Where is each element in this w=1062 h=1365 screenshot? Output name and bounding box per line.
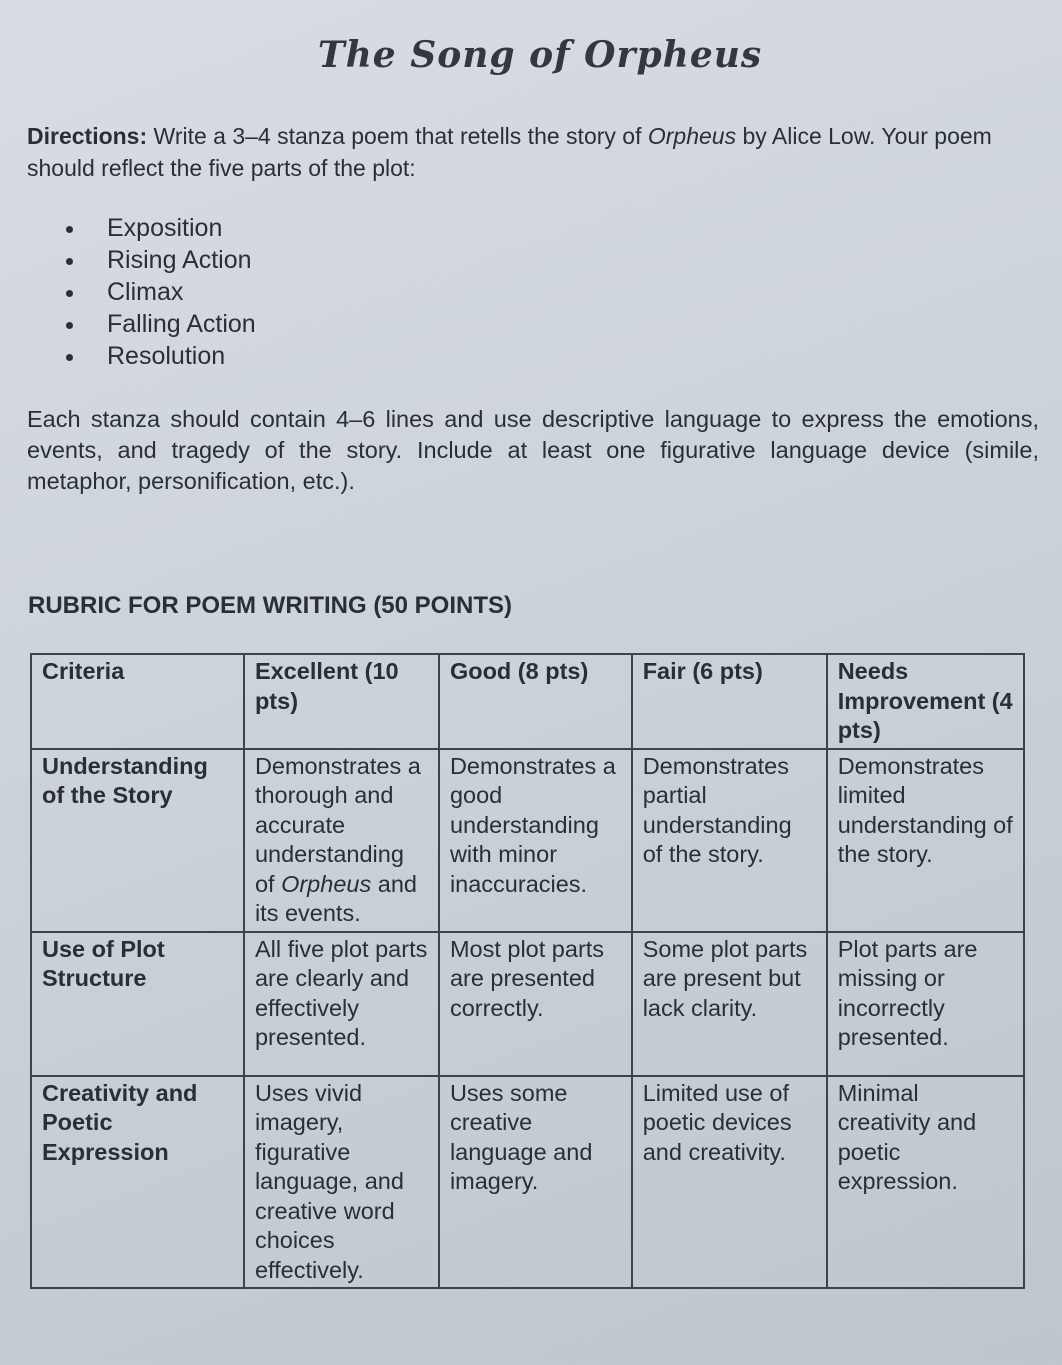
- table-header-row: [31, 654, 1024, 749]
- directions-work-title: Orpheus: [647, 123, 737, 149]
- column-header-needs-improvement: Needs Improvement (4 pts): [827, 654, 1024, 749]
- excellent-text-post: and its events.: [254, 870, 417, 926]
- stanza-instructions: Each stanza should contain 4–6 lines and use descriptive language to express the emotions, events, and tragedy of the story. Include at least one figurative language device (simile, metaphor, personification, etc.).: [27, 406, 1039, 494]
- directions-text-before: Write a 3–4 stanza poem that retells the story of: [147, 123, 648, 149]
- directions: [27, 120, 1047, 184]
- good-cell: Most plot parts are presented correctly.: [439, 932, 632, 1076]
- list-item: Climax: [62, 276, 256, 308]
- excellent-cell: [244, 749, 439, 932]
- page-title: The Song of Orpheus: [317, 34, 763, 76]
- column-header-criteria: Criteria: [31, 654, 244, 749]
- table-row: [31, 749, 1024, 932]
- needs-improvement-cell: Minimal creativity and poetic expression.: [827, 1076, 1024, 1289]
- criteria-cell: Use of Plot Structure: [31, 932, 244, 1076]
- column-header-fair: Fair (6 pts): [632, 654, 827, 749]
- directions-label: Directions:: [27, 123, 148, 149]
- excellent-text-pre: Demonstrates a thorough and accurate understanding of: [254, 752, 421, 897]
- criteria-cell: Understanding of the Story: [31, 749, 244, 932]
- excellent-cell: Uses vivid imagery, figurative language, and creative word choices effectively.: [244, 1076, 439, 1289]
- list-item: Exposition: [62, 212, 256, 244]
- criteria-cell: Creativity and Poetic Expression: [31, 1076, 244, 1289]
- needs-improvement-cell: Plot parts are missing or incorrectly presented.: [827, 932, 1024, 1076]
- table-row: [31, 932, 1024, 1076]
- column-header-excellent: Excellent (10 pts): [244, 654, 439, 749]
- column-header-good: Good (8 pts): [439, 654, 632, 749]
- good-cell: Demonstrates a good understanding with minor inaccuracies.: [439, 749, 632, 932]
- list-item: Falling Action: [62, 308, 256, 340]
- rubric-heading: RUBRIC FOR POEM WRITING (50 POINTS): [28, 592, 513, 619]
- needs-improvement-cell: Demonstrates limited understanding of the story.: [827, 749, 1024, 932]
- directions-text-after: by Alice Low. Your poem should reflect the five parts of the plot:: [27, 123, 992, 181]
- list-item: Resolution: [62, 340, 256, 372]
- fair-cell: Limited use of poetic devices and creativity.: [632, 1076, 827, 1289]
- fair-cell: Some plot parts are present but lack clarity.: [632, 932, 827, 1076]
- list-item: Rising Action: [62, 244, 256, 276]
- rubric-table: [30, 653, 1025, 1289]
- good-cell: Uses some creative language and imagery.: [439, 1076, 632, 1289]
- excellent-text-title: Orpheus: [281, 870, 372, 897]
- plot-parts-list: [62, 212, 256, 372]
- excellent-cell: All five plot parts are clearly and effectively presented.: [244, 932, 439, 1076]
- fair-cell: Demonstrates partial understanding of the story.: [632, 749, 827, 932]
- table-row: [31, 1076, 1024, 1289]
